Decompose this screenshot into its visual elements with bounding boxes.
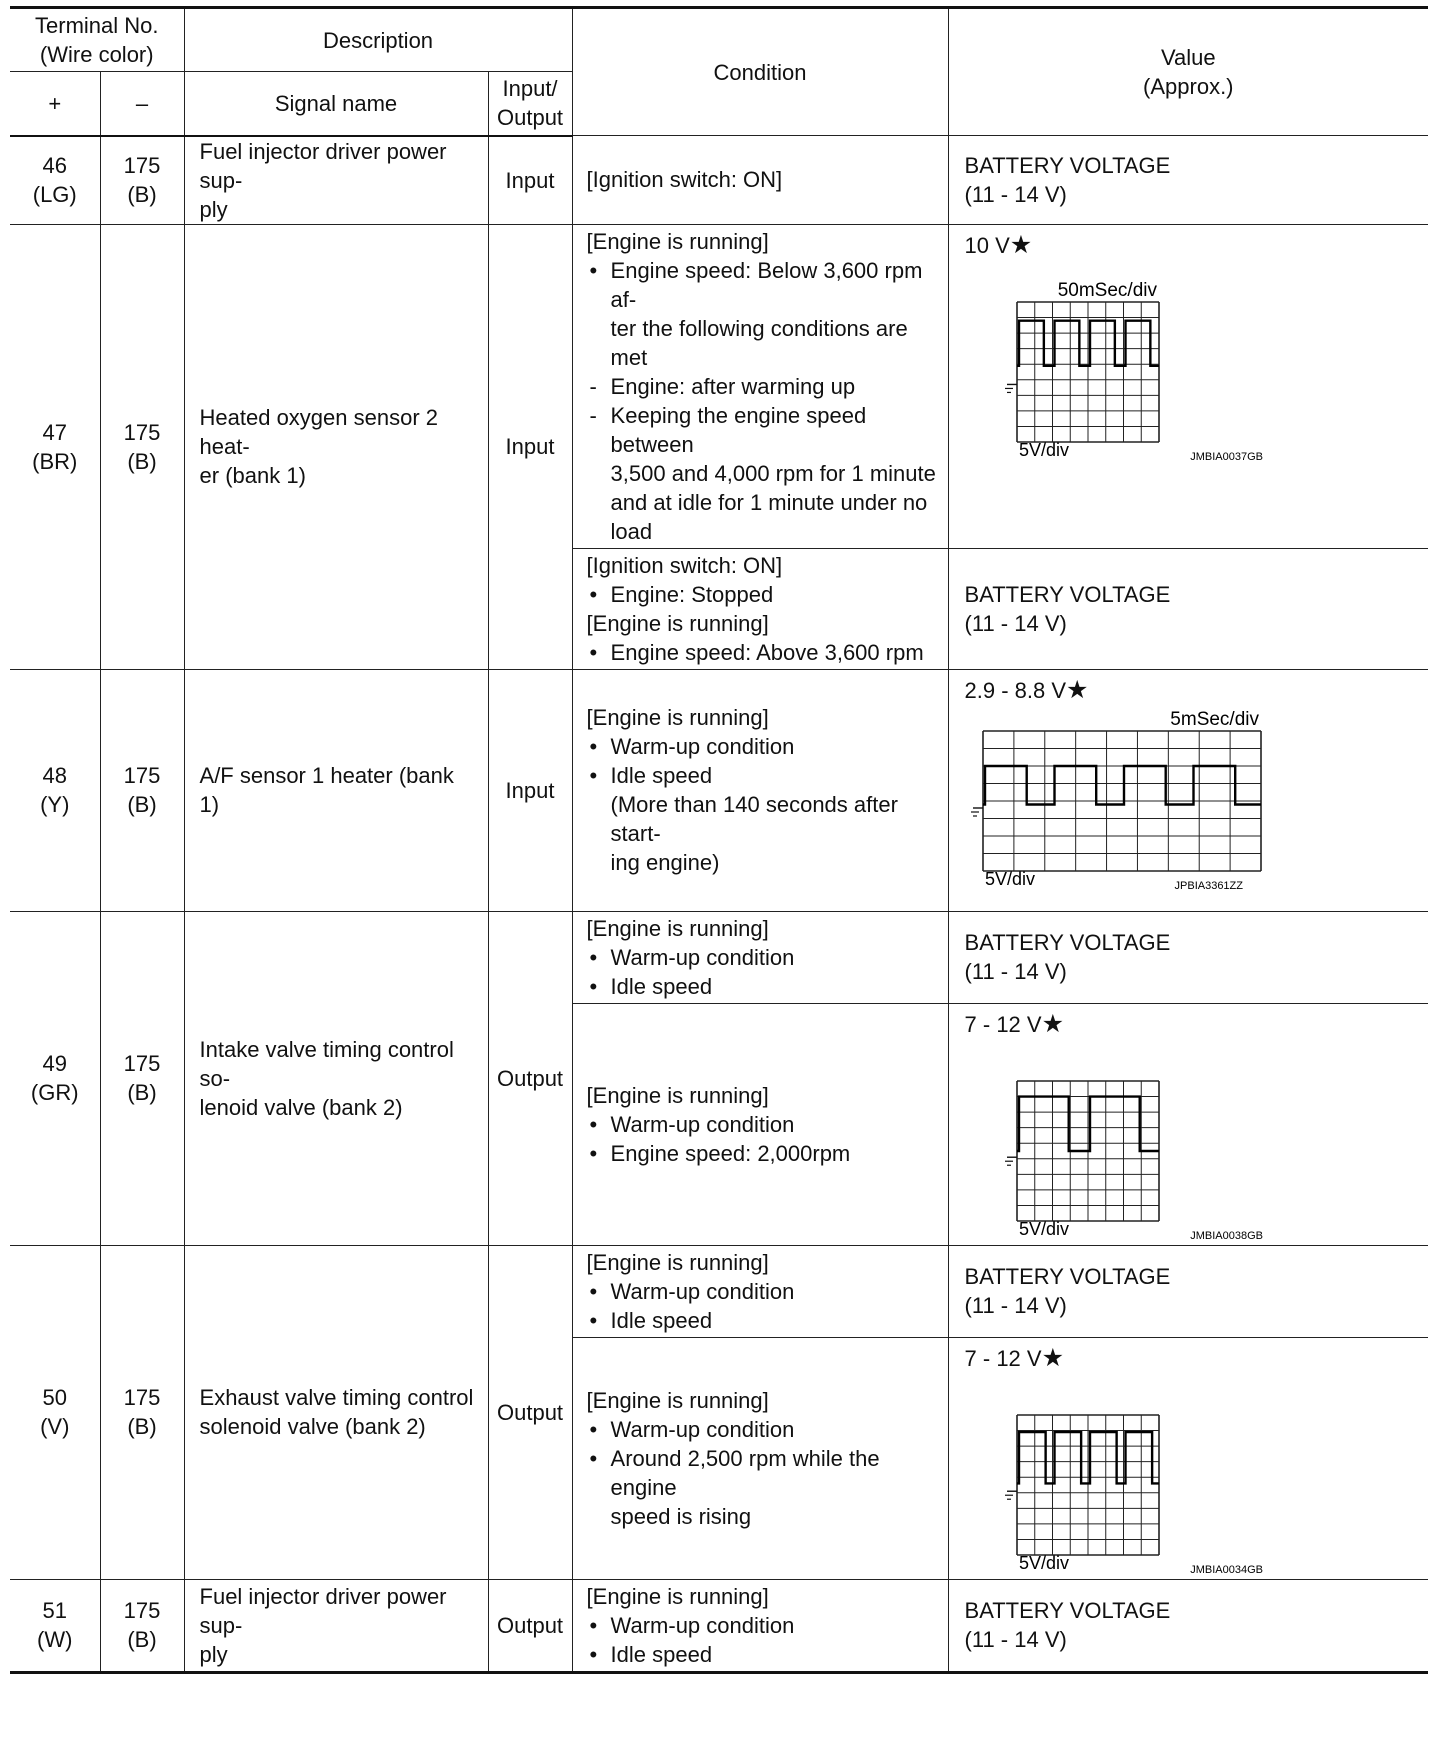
- condition: [Ignition switch: ON]: [572, 136, 948, 225]
- value-text: 7 - 12 V: [964, 1011, 1042, 1037]
- value-text: 10 V: [964, 232, 1010, 258]
- signal-name: A/F sensor 1 heater (bank 1): [184, 669, 488, 911]
- oscilloscope-waveform: [965, 1039, 1265, 1239]
- condition: [Engine is running] • Warm-up condition • Around 2,500 rpm while the engine speed is rising: [572, 1337, 948, 1579]
- star-icon: ★: [1041, 1009, 1064, 1038]
- volts-per-div-label: 5V/div: [984, 868, 1035, 889]
- value: BATTERY VOLTAGE (11 - 14 V): [948, 136, 1428, 225]
- table-row: [10, 1579, 1428, 1672]
- plus-terminal: 47 (BR): [10, 224, 100, 669]
- plus-terminal: 46 (LG): [10, 136, 100, 225]
- value: [948, 669, 1428, 911]
- table-row: [10, 136, 1428, 225]
- table-row: [10, 669, 1428, 911]
- io-type: Input: [488, 669, 572, 911]
- header-row-1: [10, 8, 1428, 72]
- value: BATTERY VOLTAGE (11 - 14 V): [948, 1245, 1428, 1337]
- io-header: Input/ Output: [488, 72, 572, 136]
- ecm-terminal-table: [10, 6, 1428, 1674]
- time-per-div-label: 5mSec/div: [1169, 708, 1259, 730]
- signal-name: Fuel injector driver power sup- ply: [184, 136, 488, 225]
- condition-header: Condition: [572, 8, 948, 136]
- plus-header: +: [10, 72, 100, 136]
- oscilloscope-waveform: [965, 705, 1285, 905]
- condition: [Engine is running] • Warm-up condition • Idle speed: [572, 911, 948, 1003]
- io-type: Output: [488, 911, 572, 1245]
- table-row: [10, 1245, 1428, 1337]
- minus-terminal: 175 (B): [100, 1579, 184, 1672]
- io-type: Output: [488, 1579, 572, 1672]
- condition: [Engine is running] • Warm-up condition • Engine speed: 2,000rpm: [572, 1003, 948, 1245]
- table-row: [10, 911, 1428, 1003]
- ecm-terminal-table-page: [10, 6, 1428, 1674]
- value-text: 2.9 - 8.8 V: [964, 677, 1067, 703]
- minus-terminal: 175 (B): [100, 669, 184, 911]
- condition: [Ignition switch: ON] • Engine: Stopped [Engine is running] • Engine speed: Above 3,600 rpm: [572, 548, 948, 669]
- condition: [Engine is running] • Engine speed: Below 3,600 rpm af- ter the following conditions are met - Engine: after warming up - Keeping the engine speed between 3,500 and 4,000 rpm for 1 minute and at idle for 1 minute under no load: [572, 224, 948, 548]
- minus-terminal: 175 (B): [100, 1245, 184, 1579]
- figure-code-label: JMBIA0037GB: [1189, 450, 1263, 460]
- oscilloscope-waveform: [965, 1373, 1265, 1573]
- value: BATTERY VOLTAGE (11 - 14 V): [948, 1579, 1428, 1672]
- star-icon: ★: [1066, 675, 1089, 704]
- volts-per-div-label: 5V/div: [1018, 1552, 1069, 1573]
- signal-name-header: Signal name: [184, 72, 488, 136]
- volts-per-div-label: 5V/div: [1018, 439, 1069, 460]
- minus-terminal: 175 (B): [100, 224, 184, 669]
- figure-code-label: JMBIA0038GB: [1189, 1229, 1263, 1239]
- signal-name: Fuel injector driver power sup- ply: [184, 1579, 488, 1672]
- star-icon: ★: [1041, 1343, 1064, 1372]
- minus-terminal: 175 (B): [100, 911, 184, 1245]
- io-type: Input: [488, 224, 572, 669]
- figure-code-label: JMBIA0034GB: [1189, 1563, 1263, 1573]
- value: BATTERY VOLTAGE (11 - 14 V): [948, 548, 1428, 669]
- value: [948, 1337, 1428, 1579]
- oscilloscope-waveform: [965, 260, 1265, 460]
- value: [948, 224, 1428, 548]
- volts-per-div-label: 5V/div: [1018, 1218, 1069, 1239]
- plus-terminal: 51 (W): [10, 1579, 100, 1672]
- plus-terminal: 48 (Y): [10, 669, 100, 911]
- star-icon: ★: [1009, 230, 1033, 259]
- value: [948, 1003, 1428, 1245]
- io-type: Output: [488, 1245, 572, 1579]
- signal-name: Heated oxygen sensor 2 heat- er (bank 1): [184, 224, 488, 669]
- value: BATTERY VOLTAGE (11 - 14 V): [948, 911, 1428, 1003]
- terminal-no-header: Terminal No. (Wire color): [10, 8, 184, 72]
- signal-name: Intake valve timing control so- lenoid valve (bank 2): [184, 911, 488, 1245]
- table-row: [10, 224, 1428, 548]
- minus-terminal: 175 (B): [100, 136, 184, 225]
- value-header: Value (Approx.): [948, 8, 1428, 136]
- value-text: 7 - 12 V: [964, 1345, 1042, 1371]
- plus-terminal: 49 (GR): [10, 911, 100, 1245]
- condition: [Engine is running] • Warm-up condition • Idle speed: [572, 1245, 948, 1337]
- minus-header: –: [100, 72, 184, 136]
- condition: [Engine is running] • Warm-up condition • Idle speed (More than 140 seconds after start- ing engine): [572, 669, 948, 911]
- signal-name: Exhaust valve timing control solenoid valve (bank 2): [184, 1245, 488, 1579]
- io-type: Input: [488, 136, 572, 225]
- plus-terminal: 50 (V): [10, 1245, 100, 1579]
- time-per-div-label: 50mSec/div: [1057, 279, 1157, 301]
- waveform-trace: [983, 766, 1261, 805]
- condition: [Engine is running] • Warm-up condition • Idle speed: [572, 1579, 948, 1672]
- description-header: Description: [184, 8, 572, 72]
- figure-code-label: JPBIA3361ZZ: [1174, 879, 1243, 892]
